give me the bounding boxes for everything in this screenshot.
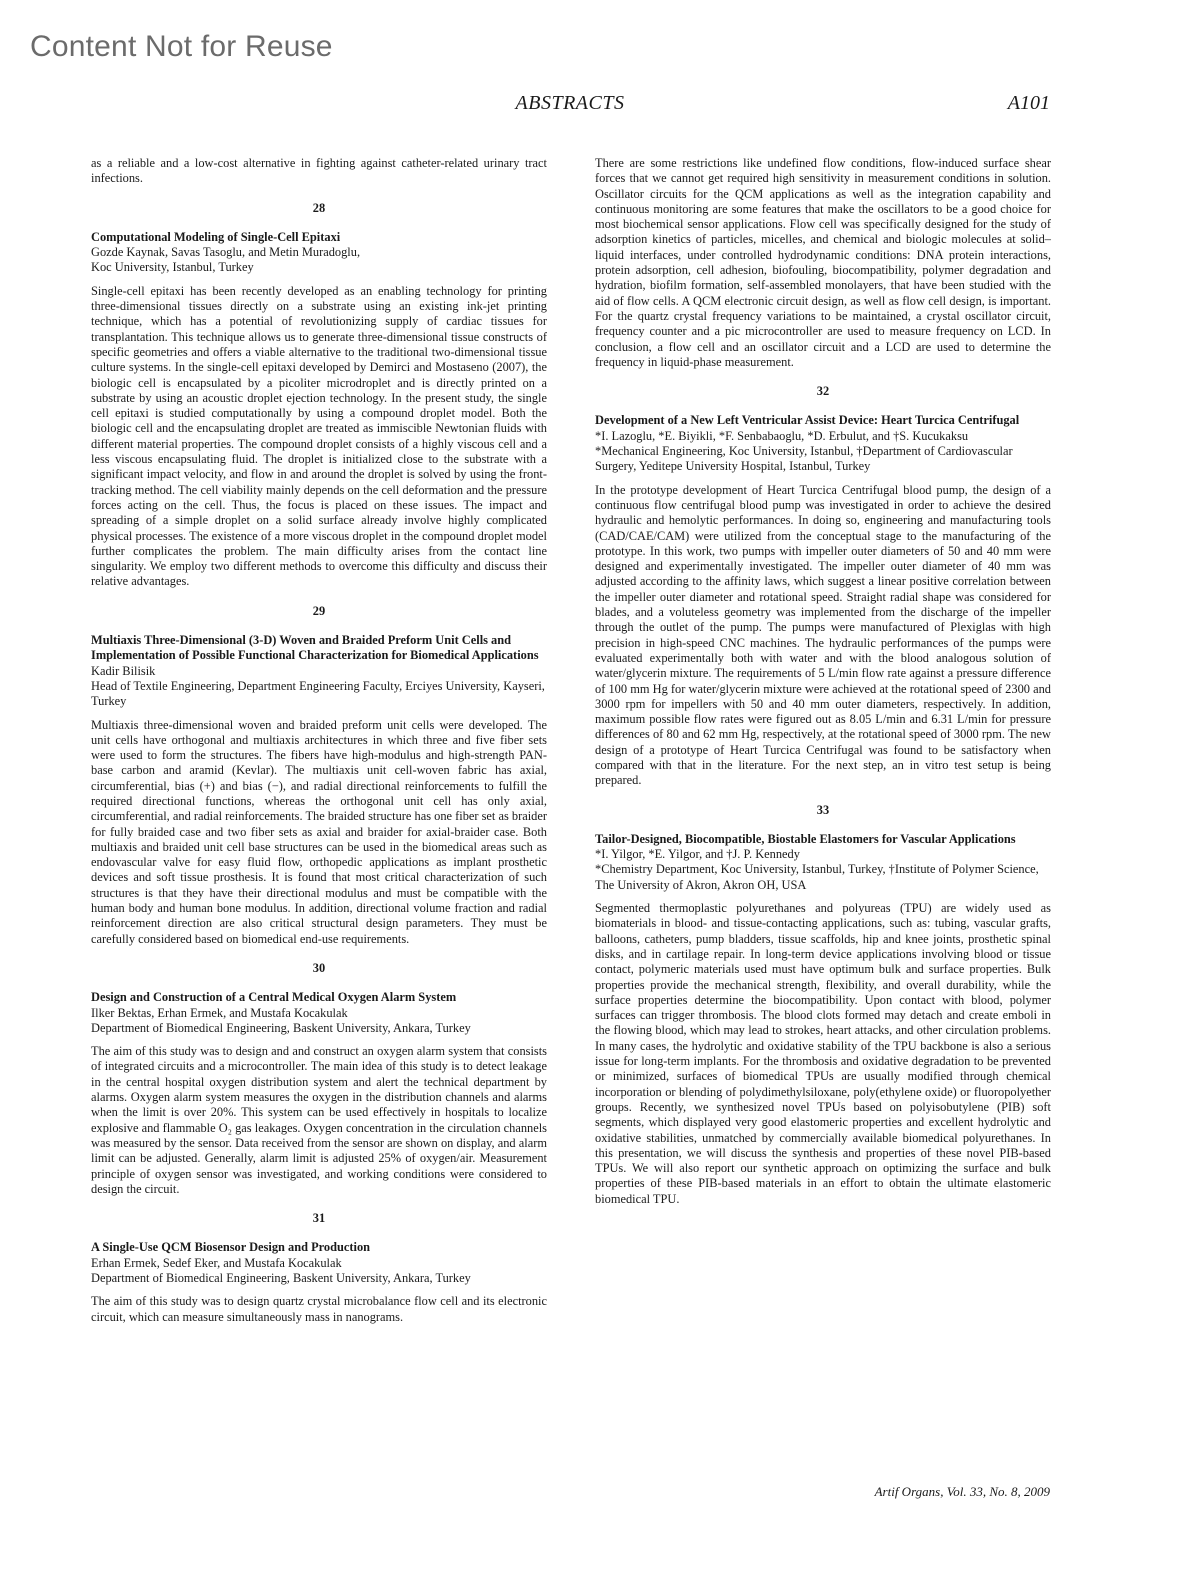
abstract-number: 32	[816, 384, 830, 399]
abstract-affiliation: *Chemistry Department, Koc University, Istanbul, Turkey, †Institute of Polymer Science, The University of Akron, Akron OH, USA	[595, 862, 1039, 892]
abstract-number: 30	[312, 960, 326, 975]
abstract-body: The aim of this study was to design quartz crystal microbalance flow cell and its electronic circuit, which can measure simultaneously mass in nanograms.	[91, 1294, 547, 1324]
footer-citation: Artif Organs, Vol. 33, No. 8, 2009	[874, 1484, 1050, 1499]
abstract-number: 29	[312, 603, 326, 618]
abstract-authors: Gozde Kaynak, Savas Tasoglu, and Metin Muradoglu,	[91, 245, 361, 260]
abstract-affiliation: Koc University, Istanbul, Turkey	[91, 260, 254, 275]
abstract-title: Design and Construction of a Central Medical Oxygen Alarm System	[91, 990, 457, 1005]
running-title: ABSTRACTS	[515, 92, 625, 114]
continuation-text: There are some restrictions like undefined flow conditions, flow-induced surface shear forces that we cannot get required high sensitivity in measurement conditions in solution. Oscillator circuits for the QCM applications as well as the integration capability and continuous monitoring are some features that make the oscillators to be a good choice for most biochemical sensor applications. Flow cell was specifically designed for the study of adsorption kinetics of particles, micelles, and chemical and biologic molecules at solid–liquid interfaces, under controlled hydrodynamic conditions: DNA protein interactions, protein adsorption, cell adhesion, biofouling, biocompatibility, polymer degradation and hydration, biofilm formation, self-assembled monolayers, that have been studied with the aid of flow cells. A QCM electronic circuit design, as well as flow cell design, is important. For the quartz crystal frequency variations to be maintained, a crystal oscillator circuit, frequency counter and a pic microcontroller are used to measure frequency on LCD. In conclusion, a flow cell and an oscillator circuit and a LCD are used to determine the frequency in liquid-phase measurement.	[595, 156, 1051, 369]
abstract-number: 33	[816, 802, 830, 817]
abstract-affiliation: Department of Biomedical Engineering, Baskent University, Ankara, Turkey	[91, 1020, 471, 1035]
abstract-authors: Ilker Bektas, Erhan Ermek, and Mustafa Kocakulak	[91, 1005, 348, 1020]
left-column	[91, 156, 547, 1325]
abstract-affiliation: *Mechanical Engineering, Koc University, Istanbul, †Department of Cardiovascular Surgery, Yeditepe University Hospital, Istanbul, Turkey	[595, 444, 1013, 474]
abstract-title: A Single-Use QCM Biosensor Design and Production	[91, 1240, 371, 1255]
abstract-body: The aim of this study was to design and and construct an oxygen alarm system that consists of integrated circuits and a microcontroller. The main idea of this study is to detect leakage in the central hospital oxygen distribution system and alert the technical department by alarms. Oxygen alarm system measures the oxygen in the distribution channels and alarms when the limit is over 20%. This system can be used effectively in hospitals to localize explosive and flammable O₂ gas leakages. Oxygen concentration in the circulation channels was measured by the sensor. Data received from the sensor are shown on display, and alarm limit can be adjusted. Generally, alarm limit is adjusted 25% of oxygen/air. Measurement principle of oxygen sensor was investigated, and working conditions were considered to design the circuit.	[91, 1044, 547, 1196]
continuation-text: as a reliable and a low-cost alternative in fighting against catheter-related urinary tract infections.	[91, 156, 547, 186]
right-column	[595, 156, 1051, 1207]
abstract-33	[595, 803, 1051, 1207]
abstract-body: Segmented thermoplastic polyurethanes and polyureas (TPU) are widely used as biomaterials in blood- and tissue-contacting applications, such as: tubing, vascular grafts, balloons, catheters, pump bladders, tissue scaffolds, hip and knee joints, prosthetic spinal disks, and in cartilage repair. In long-term device applications involving blood or tissue contact, polymeric materials used must have optimum bulk and surface properties. Bulk properties provide the mechanical strength, flexibility, and overall durability, while the surface properties determine the biocompatibility. Upon contact with blood, polymer surfaces can trigger thrombosis. The blood clots formed may detach and create emboli in the flowing blood, which may lead to strokes, heart attacks, and other circulation problems. In many cases, the hydrolytic and oxidative stability of the TPU backbone is also a serious issue for long-term implants. For the thrombosis and oxidative degradation to be prevented or minimized, surfaces of biomedical TPUs are usually modified through chemical incorporation or blending of polydimethylsiloxane, poly(ethylene oxide) or fluoropolyether groups. Recently, we synthesized novel TPUs based on polyisobutylene (PIB) soft segments, which displayed very good elastomeric properties and excellent hydrolytic and oxidative stabilities, unmatched by commercially available biomedical polyurethanes. In this presentation, we will discuss the synthesis and properties of these novel PIB-based TPUs. We will also report our synthetic approach on optimizing the surface and bulk properties of these PIB-based materials in an effort to obtain the ultimate elastomeric biomedical TPU.	[595, 901, 1051, 1206]
abstract-32	[595, 384, 1051, 788]
abstract-title: Multiaxis Three-Dimensional (3-D) Woven and Braided Preform Unit Cells and Implementation of Possible Functional Characterization for Biomedical Applications	[91, 633, 539, 663]
abstract-title: Development of a New Left Ventricular Assist Device: Heart Turcica Centrifugal	[595, 413, 1020, 428]
abstract-authors: Kadir Bilisik	[91, 663, 156, 678]
abstract-authors: *I. Lazoglu, *E. Biyikli, *F. Senbabaoglu, *D. Erbulut, and †S. Kucukaksu	[595, 428, 969, 443]
abstract-number: 28	[312, 200, 326, 215]
abstract-authors: Erhan Ermek, Sedef Eker, and Mustafa Kocakulak	[91, 1255, 342, 1270]
abstract-affiliation: Department of Biomedical Engineering, Baskent University, Ankara, Turkey	[91, 1271, 471, 1285]
page-number: A101	[1007, 92, 1050, 114]
abstract-body: In the prototype development of Heart Turcica Centrifugal blood pump, the design of a continuous flow centrifugal blood pump was investigated in order to achieve the desired hydraulic and hemolytic performances. In doing so, engineering and manufacturing tools (CAD/CAE/CAM) were utilized from the conceptual stage to the manufacturing of the prototype. In this work, two pumps with impeller outer diameters of 50 and 40 mm were designed and experimentally investigated. The impeller outer diameter of 40 mm was adjusted according to the affinity laws, which suggest a linear positive correlation between the impeller outer diameter and rotational speed. Straight radial shape was considered for blades, and a voluteless geometry was implemented from the discharge of the impeller through the outlet of the pump. The pumps were manufactured of Plexiglas with high precision in high-speed CNC machines. The hydraulic performances of the pumps were evaluated experimentally both with water and with the blood analogous solution of water/glycerin mixture. The requirements of 5 L/min flow rate against a pressure difference of 100 mm Hg for water/glycerin mixture were achieved at the rotational speed of 2300 and 3000 rpm for impellers with 50 and 40 mm outer diameters, respectively. In addition, maximum possible flow rates were figured out as 8.05 L/min and 6.31 L/min for pressure differences of 80 and 62 mm Hg, respectively, at the rotational speed of 3000 rpm. The new design of a prototype of Heart Turcica Centrifugal was found to be satisfactory when compared with that in the literature. For the next step, an in vitro test setup is being prepared.	[595, 482, 1051, 788]
abstract-body: Single-cell epitaxi has been recently developed as an enabling technology for printing three-dimensional tissues directly on a substrate using an existing ink-jet printing technique, which has a potential of revolutionizing supply of cardiac tissues for transplantation. This technique allows us to generate three-dimensional tissue constructs of specific geometries and offers a viable alternative to the traditional two-dimensional tissue culture systems. In the single-cell epitaxi developed by Demirci and Mostaseno (2007), the biologic cell is encapsulated by a picoliter microdroplet and is directly printed on a substrate by using an acoustic droplet ejection technology. In the present study, the single cell epitaxi is studied computationally by using a compound droplet model. Both the biologic cell and the encapsulating droplet are treated as immiscible Newtonian fluids with different material properties. The compound droplet consists of a highly viscous cell and a less viscous encapsulating fluid. The droplet is initialized close to the substrate with a significant impact velocity, and flow in and around the droplet is solved by using the front-tracking method. The cell viability mainly depends on the cell deformation and the pressure forces acting on the cell. Thus, the focus is placed on these issues. The impact and spreading of a simple droplet on a solid surface already involve highly complicated physical processes. The existence of a more viscous droplet in the compound droplet model further complicates the problem. The main difficulty arises from the contact line singularity. We employ two different methods to overcome this difficulty and discuss their relative advantages.	[91, 283, 547, 589]
abstract-affiliation: Head of Textile Engineering, Department Engineering Faculty, Erciyes University, Kayseri, Turkey	[91, 678, 545, 709]
abstract-29	[91, 604, 547, 947]
abstract-title: Computational Modeling of Single-Cell Epitaxi	[91, 229, 341, 244]
watermark: Content Not for Reuse	[30, 30, 333, 63]
abstract-31	[91, 1211, 547, 1325]
abstract-title: Tailor-Designed, Biocompatible, Biostable Elastomers for Vascular Applications	[595, 831, 1016, 846]
abstract-30	[91, 961, 547, 1197]
abstract-body: Multiaxis three-dimensional woven and braided preform unit cells were developed. The unit cells have orthogonal and multiaxis architectures in which three and five fiber sets were used to form the structures. The fibers have high-modulus and high-strength PAN-base carbon and aramid (Kevlar). The multiaxis unit cell-woven fabric has axial, circumferential, bias (+) and bias (−), and radial directional reinforcements to fulfill the required directional functions, whereas the orthogonal unit cell has only axial, circumferential, and radial reinforcements. The braided structure has one fiber set as braider for fully braided case and two fiber sets as axial and braider for axial-braider case. Both multiaxis and braided unit cell base structures can be used in the biomedical areas such as endovascular valve for easy fluid flow, orthopedic applications as implant prosthetic devices and soft tissue prosthesis. It is found that most critical characterization of such structures is that they have their directional modulus and must be compatible with the human body and human bone modulus. In addition, directional volume fraction and radial reinforcement direction are also critical structural design parameters. They must be carefully considered based on biomedical end-use requirements.	[91, 717, 547, 946]
abstract-authors: *I. Yilgor, *E. Yilgor, and †J. P. Kennedy	[595, 847, 800, 862]
abstract-28	[91, 201, 547, 590]
abstract-number: 31	[312, 1211, 326, 1226]
